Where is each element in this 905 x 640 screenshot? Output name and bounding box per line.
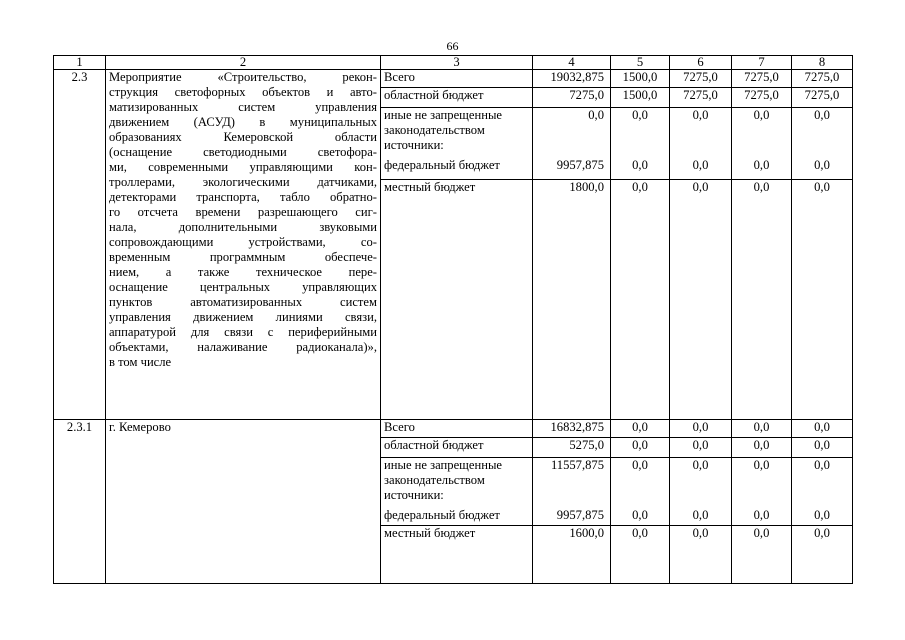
value-col-7: 0,0 <box>732 420 792 438</box>
description-line: сопровождающими устройствами, со- <box>109 235 377 249</box>
value-col-4: 9957,875 <box>533 158 611 180</box>
column-number-7: 7 <box>732 56 792 70</box>
value-col-4: 7275,0 <box>533 88 611 108</box>
value-col-5: 0,0 <box>611 526 670 584</box>
value-col-6: 0,0 <box>670 420 732 438</box>
value-col-6: 0,0 <box>670 180 732 420</box>
value-col-7: 0,0 <box>732 526 792 584</box>
value-col-8: 0,0 <box>792 180 853 420</box>
column-number-8: 8 <box>792 56 853 70</box>
funding-source: Всего <box>381 420 533 438</box>
description-line: троллерами, экологическими датчиками, <box>109 175 377 189</box>
value-col-4: 1600,0 <box>533 526 611 584</box>
value-col-8: 0,0 <box>792 508 853 526</box>
description-line: нием, а также техническое пере- <box>109 265 377 279</box>
value-col-8: 0,0 <box>792 108 853 158</box>
value-col-6: 7275,0 <box>670 88 732 108</box>
value-col-8: 7275,0 <box>792 70 853 88</box>
column-number-3: 3 <box>381 56 533 70</box>
funding-source: федеральный бюджет <box>381 158 533 180</box>
value-col-6: 0,0 <box>670 158 732 180</box>
value-col-5: 0,0 <box>611 180 670 420</box>
value-col-6: 7275,0 <box>670 70 732 88</box>
value-col-7: 0,0 <box>732 180 792 420</box>
value-col-6: 0,0 <box>670 526 732 584</box>
description-line: образованиях Кемеровской области <box>109 130 377 144</box>
value-col-6: 0,0 <box>670 108 732 158</box>
value-col-8: 0,0 <box>792 526 853 584</box>
row-id: 2.3 <box>54 70 106 420</box>
value-col-5: 0,0 <box>611 158 670 180</box>
value-col-4: 19032,875 <box>533 70 611 88</box>
funding-source: иные не запрещенные законодательством источники: <box>381 108 533 158</box>
value-col-7: 0,0 <box>732 458 792 508</box>
activity-description <box>106 420 381 584</box>
description-line: струкция светофорных объектов и авто- <box>109 85 377 99</box>
column-number-6: 6 <box>670 56 732 70</box>
value-col-7: 7275,0 <box>732 88 792 108</box>
value-col-4: 0,0 <box>533 108 611 158</box>
description-line: Мероприятие «Строительство, рекон- <box>109 70 377 84</box>
value-col-7: 7275,0 <box>732 70 792 88</box>
description-line: (оснащение светодиодными светофора- <box>109 145 377 159</box>
funding-source: местный бюджет <box>381 180 533 420</box>
column-number-2: 2 <box>106 56 381 70</box>
value-col-5: 0,0 <box>611 438 670 458</box>
column-number-1: 1 <box>54 56 106 70</box>
description-line: в том числе <box>109 355 172 369</box>
value-col-6: 0,0 <box>670 458 732 508</box>
description-line: движением (АСУД) в муниципальных <box>109 115 377 129</box>
value-col-4: 16832,875 <box>533 420 611 438</box>
value-col-5: 1500,0 <box>611 88 670 108</box>
value-col-4: 5275,0 <box>533 438 611 458</box>
row-id: 2.3.1 <box>54 420 106 584</box>
value-col-7: 0,0 <box>732 508 792 526</box>
column-number-5: 5 <box>611 56 670 70</box>
description-line: матизированных систем управления <box>109 100 377 114</box>
value-col-5: 0,0 <box>611 458 670 508</box>
value-col-5: 0,0 <box>611 108 670 158</box>
description-line: ми, современными управляющими кон- <box>109 160 377 174</box>
funding-source: иные не запрещенные законодательством источники: <box>381 458 533 508</box>
value-col-5: 1500,0 <box>611 70 670 88</box>
description-line: пунктов автоматизированных систем <box>109 295 377 309</box>
funding-source: Всего <box>381 70 533 88</box>
value-col-6: 0,0 <box>670 438 732 458</box>
value-col-5: 0,0 <box>611 508 670 526</box>
value-col-8: 0,0 <box>792 420 853 438</box>
value-col-6: 0,0 <box>670 508 732 526</box>
table-header-row <box>54 56 853 70</box>
description-line: го отсчета времени разрешающего сиг- <box>109 205 377 219</box>
activity-description <box>106 70 381 420</box>
description-line: объектами, налаживание радиоканала)», <box>109 340 377 354</box>
value-col-4: 11557,875 <box>533 458 611 508</box>
value-col-7: 0,0 <box>732 438 792 458</box>
value-col-8: 0,0 <box>792 438 853 458</box>
description-line: оснащение центральных управляющих <box>109 280 377 294</box>
value-col-5: 0,0 <box>611 420 670 438</box>
value-col-8: 0,0 <box>792 158 853 180</box>
value-col-4: 9957,875 <box>533 508 611 526</box>
table-row <box>54 420 853 438</box>
funding-source: областной бюджет <box>381 438 533 458</box>
table-row <box>54 70 853 88</box>
column-number-4: 4 <box>533 56 611 70</box>
description-line: временным программным обеспече- <box>109 250 377 264</box>
description-line: детекторами транспорта, табло обратно- <box>109 190 377 204</box>
page-number: 66 <box>446 39 459 53</box>
description-line: г. Кемерово <box>109 420 171 434</box>
funding-source: федеральный бюджет <box>381 508 533 526</box>
value-col-8: 0,0 <box>792 458 853 508</box>
value-col-8: 7275,0 <box>792 88 853 108</box>
value-col-7: 0,0 <box>732 158 792 180</box>
funding-source: областной бюджет <box>381 88 533 108</box>
value-col-7: 0,0 <box>732 108 792 158</box>
value-col-4: 1800,0 <box>533 180 611 420</box>
budget-table <box>53 55 853 584</box>
funding-source: местный бюджет <box>381 526 533 584</box>
description-line: аппаратурой для связи с периферийными <box>109 325 377 339</box>
description-line: нала, дополнительными звуковыми <box>109 220 377 234</box>
description-line: управления движением линиями связи, <box>109 310 377 324</box>
